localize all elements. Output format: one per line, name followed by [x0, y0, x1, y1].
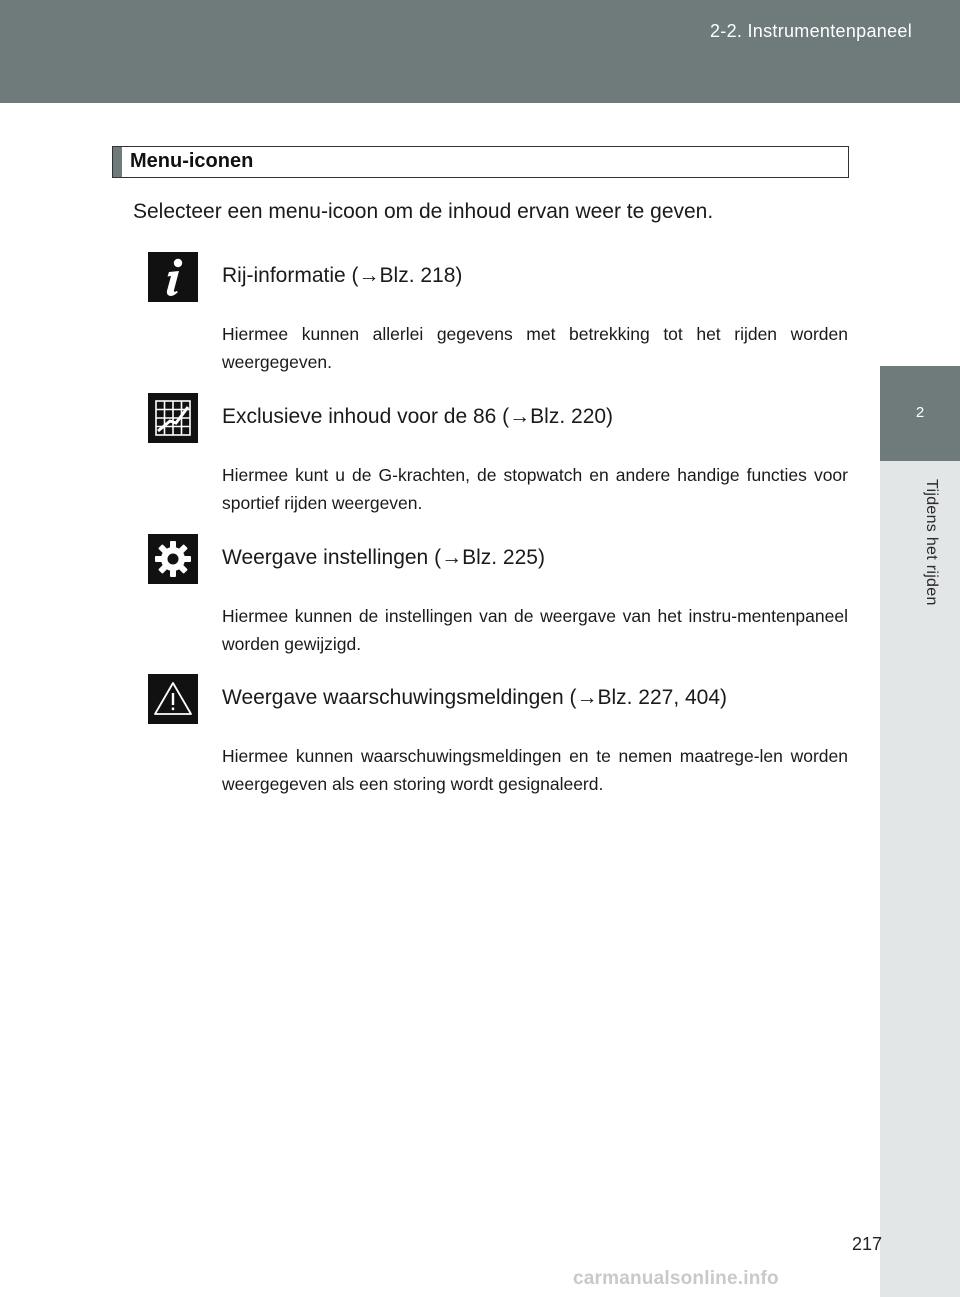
menu-item-description: Hiermee kunnen waarschuwingsmeldingen en te nemen maatrege-len worden weergegeven als een storing wordt gesignaleerd. — [222, 746, 848, 794]
chapter-tab — [880, 366, 960, 461]
watermark: carmanualsonline.info — [573, 1268, 779, 1289]
section-heading — [112, 146, 849, 178]
section-title: Menu-iconen — [130, 150, 254, 172]
menu-item-title: Weergave waarschuwingsmeldingen (→Blz. 227, 404) — [222, 686, 728, 709]
menu-item-title: Weergave instellingen (→Blz. 225) — [222, 546, 545, 569]
menu-item-title: Rij-informatie (→Blz. 218) — [222, 264, 463, 287]
menu-item-description: Hiermee kunnen allerlei gegevens met betrekking tot het rijden worden weergegeven. — [222, 324, 848, 372]
warning-icon — [148, 674, 198, 724]
section-heading-bar — [113, 147, 122, 177]
page-number: 217 — [851, 1234, 882, 1254]
menu-item-description: Hiermee kunt u de G-krachten, de stopwatch en andere handige functies voor sportief rijden weergeven. — [222, 465, 848, 513]
chapter-side-band — [880, 461, 960, 1297]
chapter-number: 2 — [915, 404, 925, 421]
gear-icon — [148, 534, 198, 584]
page-header — [0, 0, 960, 103]
menu-item-description: Hiermee kunnen de instellingen van de weergave van het instru-mentenpaneel worden gewijzigd. — [222, 606, 848, 654]
info-icon — [148, 252, 198, 302]
intro-text: Selecteer een menu-icoon om de inhoud ervan weer te geven. — [133, 200, 714, 223]
chapter-side-label: Tijdens het rijden — [923, 479, 940, 606]
menu-item-title: Exclusieve inhoud voor de 86 (→Blz. 220) — [222, 405, 614, 428]
chapter-title: 2-2. Instrumentenpaneel — [709, 21, 912, 41]
grid-chart-icon — [148, 393, 198, 443]
